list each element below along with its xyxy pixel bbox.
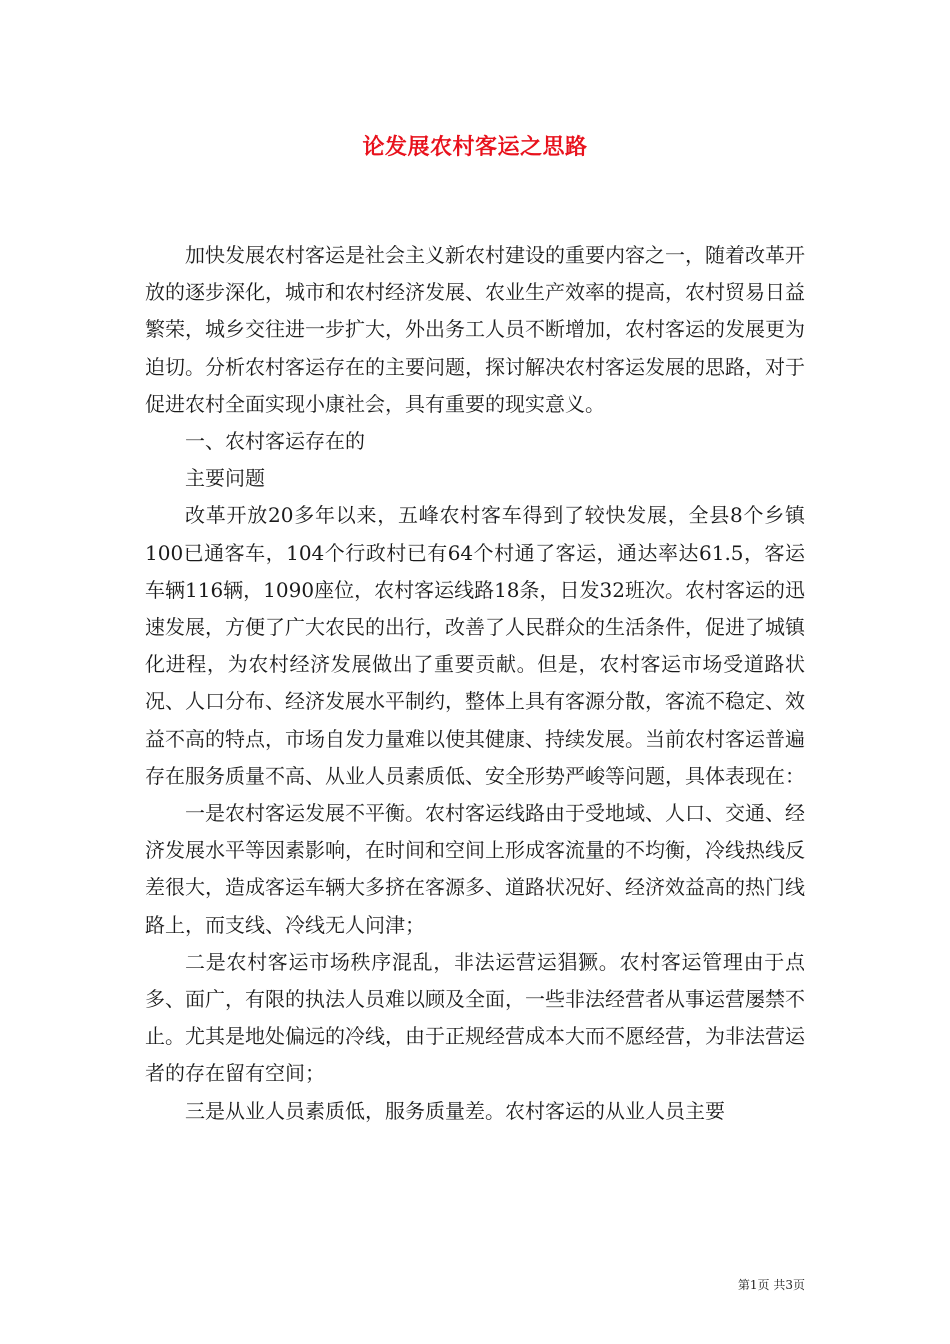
section-heading: 一、农村客运存在的 [185,429,365,454]
section-heading-continued: 主要问题 [185,466,265,491]
paragraph: 一是农村客运发展不平衡。农村客运线路由于受地域、人口、交通、经济发展水平等因素影响，在时间和空间上形成客流量的不均衡，冷线热线反差很大，造成客运车辆大多挤在客源多、道路状况好、经济效益高的热门线路上，而支线、冷线无人问津； [145,801,805,937]
paragraph: 加快发展农村客运是社会主义新农村建设的重要内容之一，随着改革开放的逐步深化，城市和农村经济发展、农业生产效率的提高，农村贸易日益繁荣，城乡交往进一步扩大，外出务工人员不断增加，农村客运的发展更为迫切。分析农村客运存在的主要问题，探讨解决农村客运发展的思路，对于促进农村全面实现小康社会，具有重要的现实意义。 [145,243,805,416]
page-number: 第1页 共3页 [737,1278,805,1292]
paragraph: 二是农村客运市场秩序混乱，非法运营运猖獗。农村客运管理由于点多、面广，有限的执法人员难以顾及全面，一些非法经营者从事运营屡禁不止。尤其是地处偏远的冷线，由于正规经营成本大而不愿经营，为非法营运者的存在留有空间； [145,949,805,1086]
document-body [145,237,805,1130]
paragraph: 三是从业人员素质低，服务质量差。农村客运的从业人员主要 [185,1098,725,1123]
paragraph: 改革开放20多年以来，五峰农村客车得到了较快发展，全县8个乡镇100已通客车，104个行政村已有64个村通了客运，通达率达61.5，客运车辆116辆，1090座位，农村客运线路18条，日发32班次。农村客运的迅速发展，方便了广大农民的出行，改善了人民群众的生活条件，促进了城镇化进程，为农村经济发展做出了重要贡献。但是，农村客运市场受道路状况、人口分布、经济发展水平制约，整体上具有客源分散，客流不稳定、效益不高的特点，市场自发力量难以使其健康、持续发展。当前农村客运普遍存在服务质量不高、从业人员素质低、安全形势严峻等问题，具体表现在： [145,503,805,788]
document-title: 论发展农村客运之思路 [362,134,588,160]
